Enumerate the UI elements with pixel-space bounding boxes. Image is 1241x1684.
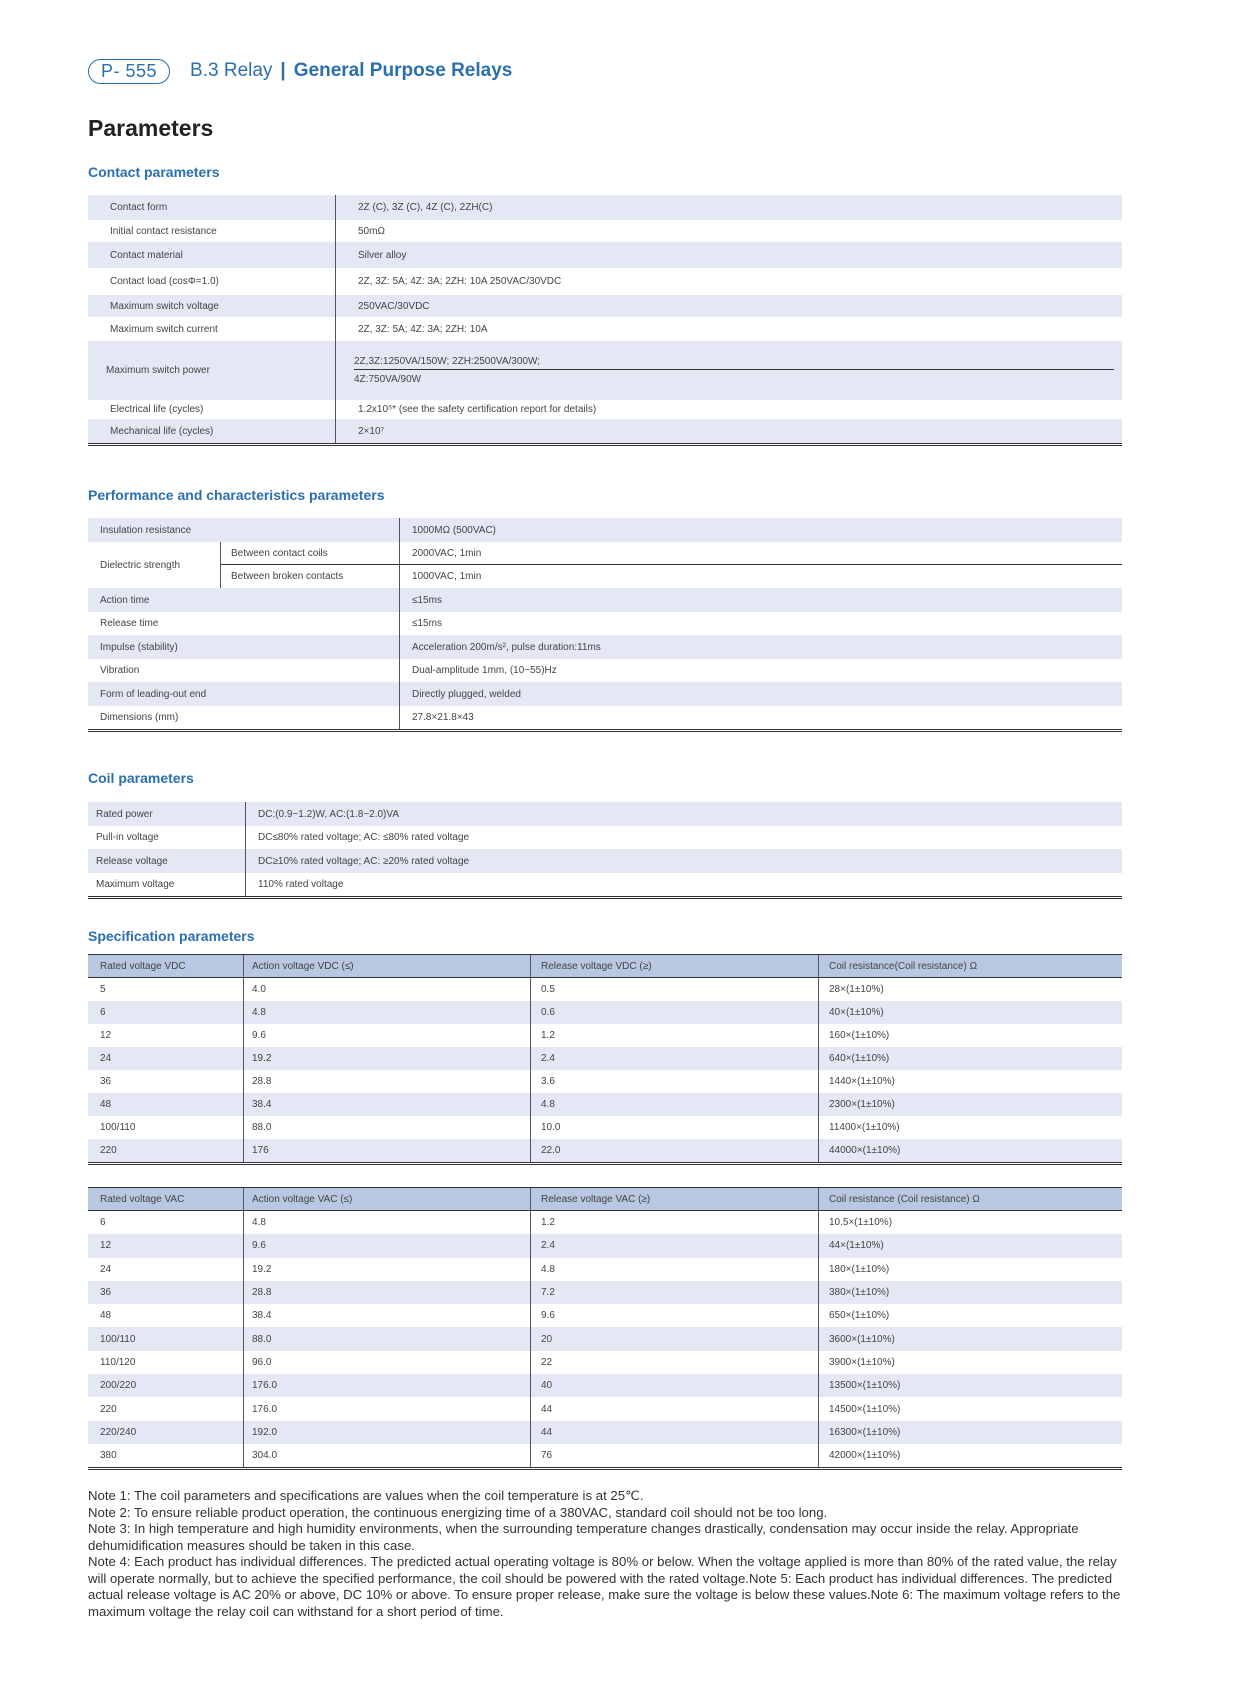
table-row bbox=[88, 1116, 1122, 1139]
table-cell: 10.5×(1±10%) bbox=[829, 1217, 893, 1229]
table-row bbox=[88, 1211, 1122, 1234]
table-cell: 304.0 bbox=[244, 1444, 531, 1467]
table-cell: 5 bbox=[88, 978, 244, 1001]
table-cell: 6 bbox=[88, 1001, 244, 1024]
table-cell: 14500×(1±10%) bbox=[829, 1403, 901, 1415]
row-value: 50mΩ bbox=[358, 225, 385, 237]
coil-parameters-table bbox=[88, 802, 1122, 899]
row-label: Insulation resistance bbox=[88, 518, 400, 542]
contact-parameters-heading: Contact parameters bbox=[88, 164, 220, 180]
table-row bbox=[88, 588, 1122, 612]
row-value: 2×10⁷ bbox=[358, 425, 385, 437]
column-header: Rated voltage VAC bbox=[88, 1188, 244, 1210]
table-row bbox=[221, 565, 1122, 588]
table-cell: 192.0 bbox=[244, 1421, 531, 1444]
table-cell: 4.8 bbox=[531, 1093, 819, 1116]
note-1: Note 1: The coil parameters and specifications are values when the coil temperature is at 25℃. bbox=[88, 1488, 644, 1503]
table-cell: 1440×(1±10%) bbox=[829, 1076, 895, 1087]
table-cell: 0.6 bbox=[531, 1001, 819, 1024]
table-row bbox=[88, 873, 1122, 896]
table-row bbox=[88, 242, 1122, 268]
table-header-row bbox=[88, 1187, 1122, 1211]
specification-parameters-heading: Specification parameters bbox=[88, 928, 255, 944]
row-value-multi bbox=[336, 341, 1122, 400]
table-row bbox=[88, 419, 1122, 443]
table-cell: 96.0 bbox=[244, 1351, 531, 1374]
row-value: 2000VAC, 1min bbox=[412, 547, 482, 559]
table-row-dielectric bbox=[88, 542, 1122, 588]
table-cell: 640×(1±10%) bbox=[829, 1053, 890, 1064]
table-cell: 3900×(1±10%) bbox=[829, 1356, 895, 1368]
table-cell: 176 bbox=[244, 1139, 531, 1162]
table-cell: 16300×(1±10%) bbox=[829, 1426, 901, 1438]
table-cell: 88.0 bbox=[244, 1327, 531, 1350]
table-row bbox=[88, 1304, 1122, 1327]
table-cell: 10.0 bbox=[531, 1116, 819, 1139]
table-cell: 4.8 bbox=[531, 1258, 819, 1281]
notes bbox=[88, 1488, 1128, 1620]
table-cell: 220 bbox=[88, 1139, 244, 1162]
table-cell: 88.0 bbox=[244, 1116, 531, 1139]
table-row bbox=[88, 400, 1122, 419]
table-row bbox=[88, 295, 1122, 317]
table-cell: 76 bbox=[531, 1444, 819, 1467]
table-header-row bbox=[88, 954, 1122, 978]
table-cell: 650×(1±10%) bbox=[829, 1310, 890, 1322]
table-row bbox=[88, 1444, 1122, 1467]
row-value: 110% rated voltage bbox=[258, 879, 344, 890]
row-value: Acceleration 200m/s², pulse duration:11ms bbox=[412, 641, 601, 653]
table-row bbox=[88, 1397, 1122, 1420]
dc-spec-table bbox=[88, 954, 1122, 1165]
table-row bbox=[88, 659, 1122, 682]
table-row bbox=[88, 1281, 1122, 1304]
dc-spec-body bbox=[88, 978, 1122, 1162]
row-label: Between broken contacts bbox=[221, 565, 400, 588]
row-label: Contact material bbox=[88, 242, 336, 268]
row-label: Impulse (stability) bbox=[88, 635, 400, 659]
coil-parameters-heading: Coil parameters bbox=[88, 770, 194, 786]
table-cell: 2.4 bbox=[531, 1234, 819, 1257]
row-value: Silver alloy bbox=[358, 249, 407, 261]
table-row bbox=[88, 1421, 1122, 1444]
table-cell: 9.6 bbox=[244, 1024, 531, 1047]
row-value: 1000MΩ (500VAC) bbox=[412, 524, 496, 536]
row-label: Initial contact resistance bbox=[88, 220, 336, 242]
table-cell: 44 bbox=[531, 1397, 819, 1420]
table-row bbox=[88, 1374, 1122, 1397]
header-title: General Purpose Relays bbox=[293, 60, 513, 81]
row-value: DC:(0.9~1.2)W, AC:(1.8~2.0)VA bbox=[258, 808, 399, 820]
row-label: Mechanical life (cycles) bbox=[88, 419, 336, 443]
table-cell: 12 bbox=[88, 1234, 244, 1257]
table-cell: 48 bbox=[88, 1093, 244, 1116]
page-header bbox=[88, 58, 512, 84]
table-cell: 28.8 bbox=[244, 1070, 531, 1093]
table-row bbox=[88, 1139, 1122, 1162]
table-row bbox=[88, 1093, 1122, 1116]
row-value: DC≤80% rated voltage; AC: ≤80% rated voltage bbox=[258, 832, 470, 843]
row-value: 1.2x10⁵* (see the safety certification report for details) bbox=[358, 404, 597, 415]
table-row bbox=[88, 220, 1122, 242]
table-cell: 380×(1±10%) bbox=[829, 1287, 890, 1299]
table-cell: 24 bbox=[88, 1258, 244, 1281]
table-cell: 36 bbox=[88, 1281, 244, 1304]
table-cell: 0.5 bbox=[531, 978, 819, 1001]
row-label: Contact load (cosΦ=1.0) bbox=[88, 268, 336, 295]
table-cell: 6 bbox=[88, 1211, 244, 1234]
row-value: 4Z:750VA/90W bbox=[354, 374, 422, 385]
row-value: Dual-amplitude 1mm, (10~55)Hz bbox=[412, 665, 557, 676]
table-cell: 22.0 bbox=[531, 1139, 819, 1162]
table-cell: 44000×(1±10%) bbox=[829, 1145, 901, 1156]
table-cell: 3600×(1±10%) bbox=[829, 1333, 895, 1345]
table-row bbox=[221, 542, 1122, 565]
table-row bbox=[88, 682, 1122, 706]
table-cell: 38.4 bbox=[244, 1304, 531, 1327]
row-label: Form of leading-out end bbox=[88, 682, 400, 706]
table-cell: 2300×(1±10%) bbox=[829, 1099, 895, 1110]
table-row bbox=[88, 826, 1122, 849]
ac-spec-table bbox=[88, 1187, 1122, 1470]
note-4: Note 4: Each product has individual differences. The predicted actual operating voltage is 80% or below. When the voltage applied is more than 80% of the rated value, the relay will operate normally, but to achieve the specified performance, the coil should be powered with the rated voltage.Note 5: Each product has individual differences. The predicted actual release voltage is AC 20% or above, DC 10% or above. To ensure proper release, make sure the voltage is below these values.Note 6: The maximum voltage refers to the maximum voltage the relay coil can withstand for a short period of time. bbox=[88, 1554, 1121, 1619]
table-cell: 44 bbox=[531, 1421, 819, 1444]
page-number-badge: P- 555 bbox=[88, 59, 170, 84]
table-cell: 20 bbox=[531, 1327, 819, 1350]
table-cell: 28.8 bbox=[244, 1281, 531, 1304]
row-value: 2Z,3Z:1250VA/150W; 2ZH:2500VA/300W; bbox=[354, 356, 1114, 370]
table-cell: 11400×(1±10%) bbox=[829, 1122, 900, 1133]
row-value: 2Z (C), 3Z (C), 4Z (C), 2ZH(C) bbox=[358, 202, 493, 213]
table-cell: 220/240 bbox=[88, 1421, 244, 1444]
table-cell: 110/120 bbox=[88, 1351, 244, 1374]
column-header: Action voltage VAC (≤) bbox=[244, 1188, 531, 1210]
table-cell: 28×(1±10%) bbox=[829, 984, 884, 995]
note-3: Note 3: In high temperature and high humidity environments, when the surrounding temperature changes drastically, condensation may occur inside the relay. Appropriate dehumidification measures should be taken in this case. bbox=[88, 1521, 1079, 1553]
table-row bbox=[88, 1258, 1122, 1281]
section-label: B.3 Relay bbox=[190, 60, 273, 81]
row-value: ≤15ms bbox=[412, 618, 442, 629]
table-cell: 44×(1±10%) bbox=[829, 1240, 884, 1252]
contact-parameters-table bbox=[88, 195, 1122, 446]
page-title: Parameters bbox=[88, 115, 214, 141]
table-row bbox=[88, 195, 1122, 220]
column-header: Coil resistance (Coil resistance) Ω bbox=[829, 1193, 980, 1205]
table-row bbox=[88, 1024, 1122, 1047]
table-cell: 2.4 bbox=[531, 1047, 819, 1070]
table-row bbox=[88, 706, 1122, 729]
table-row bbox=[88, 317, 1122, 341]
table-cell: 160×(1±10%) bbox=[829, 1030, 890, 1041]
header-separator: | bbox=[280, 60, 286, 81]
row-label: Dielectric strength bbox=[88, 542, 221, 588]
column-header: Action voltage VDC (≤) bbox=[244, 955, 531, 977]
table-cell: 24 bbox=[88, 1047, 244, 1070]
row-label: Rated power bbox=[88, 802, 246, 826]
row-label: Vibration bbox=[88, 659, 400, 682]
table-cell: 7.2 bbox=[531, 1281, 819, 1304]
table-row bbox=[88, 849, 1122, 873]
row-label: Maximum voltage bbox=[88, 873, 246, 896]
table-cell: 40×(1±10%) bbox=[829, 1007, 884, 1018]
dielectric-subrows bbox=[221, 542, 1122, 588]
table-row bbox=[88, 518, 1122, 542]
table-cell: 13500×(1±10%) bbox=[829, 1380, 901, 1392]
table-cell: 4.8 bbox=[244, 1001, 531, 1024]
table-row bbox=[88, 1001, 1122, 1024]
row-label: Release voltage bbox=[88, 849, 246, 873]
table-cell: 180×(1±10%) bbox=[829, 1263, 890, 1275]
table-cell: 9.6 bbox=[244, 1234, 531, 1257]
table-cell: 19.2 bbox=[244, 1047, 531, 1070]
table-row bbox=[88, 268, 1122, 295]
performance-parameters-heading: Performance and characteristics parameters bbox=[88, 487, 385, 503]
row-label: Contact form bbox=[88, 195, 336, 220]
table-cell: 19.2 bbox=[244, 1258, 531, 1281]
row-label: Maximum switch current bbox=[88, 317, 336, 341]
table-row bbox=[88, 978, 1122, 1001]
table-cell: 38.4 bbox=[244, 1093, 531, 1116]
table-cell: 1.2 bbox=[531, 1024, 819, 1047]
table-cell: 100/110 bbox=[88, 1327, 244, 1350]
table-cell: 3.6 bbox=[531, 1070, 819, 1093]
row-value: 2Z, 3Z: 5A; 4Z: 3A; 2ZH: 10A 250VAC/30VDC bbox=[358, 276, 562, 287]
table-row bbox=[88, 802, 1122, 826]
table-cell: 48 bbox=[88, 1304, 244, 1327]
row-value: DC≥10% rated voltage; AC: ≥20% rated voltage bbox=[258, 855, 470, 867]
table-cell: 4.8 bbox=[244, 1211, 531, 1234]
row-label: Pull-in voltage bbox=[88, 826, 246, 849]
table-cell: 1.2 bbox=[531, 1211, 819, 1234]
table-cell: 42000×(1±10%) bbox=[829, 1450, 901, 1462]
row-value: 250VAC/30VDC bbox=[358, 300, 430, 312]
row-label: Between contact coils bbox=[221, 542, 400, 564]
row-value: 1000VAC, 1min bbox=[412, 571, 482, 582]
row-label: Release time bbox=[88, 612, 400, 635]
row-label: Maximum switch power bbox=[88, 341, 336, 400]
column-header: Rated voltage VDC bbox=[88, 955, 244, 977]
table-cell: 36 bbox=[88, 1070, 244, 1093]
row-label: Maximum switch voltage bbox=[88, 295, 336, 317]
table-cell: 100/110 bbox=[88, 1116, 244, 1139]
table-cell: 220 bbox=[88, 1397, 244, 1420]
row-label: Electrical life (cycles) bbox=[88, 400, 336, 419]
row-value: ≤15ms bbox=[412, 594, 442, 606]
row-value: 2Z, 3Z: 5A; 4Z: 3A; 2ZH: 10A bbox=[358, 323, 488, 335]
column-header: Release voltage VAC (≥) bbox=[531, 1188, 819, 1210]
table-row bbox=[88, 1070, 1122, 1093]
note-2: Note 2: To ensure reliable product operation, the continuous energizing time of a 380VAC, standard coil should not be too long. bbox=[88, 1504, 828, 1520]
row-label: Action time bbox=[88, 588, 400, 612]
table-row bbox=[88, 635, 1122, 659]
table-cell: 200/220 bbox=[88, 1374, 244, 1397]
table-cell: 176.0 bbox=[244, 1397, 531, 1420]
table-row bbox=[88, 1047, 1122, 1070]
table-cell: 380 bbox=[88, 1444, 244, 1467]
table-cell: 176.0 bbox=[244, 1374, 531, 1397]
table-cell: 12 bbox=[88, 1024, 244, 1047]
performance-parameters-table bbox=[88, 518, 1122, 732]
table-row bbox=[88, 1351, 1122, 1374]
column-header: Coil resistance(Coil resistance) Ω bbox=[829, 960, 978, 972]
table-row bbox=[88, 612, 1122, 635]
table-cell: 9.6 bbox=[531, 1304, 819, 1327]
ac-spec-body bbox=[88, 1211, 1122, 1467]
table-row bbox=[88, 1234, 1122, 1257]
row-value: Directly plugged, welded bbox=[412, 688, 521, 700]
row-label: Dimensions (mm) bbox=[88, 706, 400, 729]
table-cell: 22 bbox=[531, 1351, 819, 1374]
table-row bbox=[88, 341, 1122, 400]
table-cell: 4.0 bbox=[244, 978, 531, 1001]
table-row bbox=[88, 1327, 1122, 1350]
column-header: Release voltage VDC (≥) bbox=[531, 955, 819, 977]
row-value: 27.8×21.8×43 bbox=[412, 712, 474, 723]
table-cell: 40 bbox=[531, 1374, 819, 1397]
